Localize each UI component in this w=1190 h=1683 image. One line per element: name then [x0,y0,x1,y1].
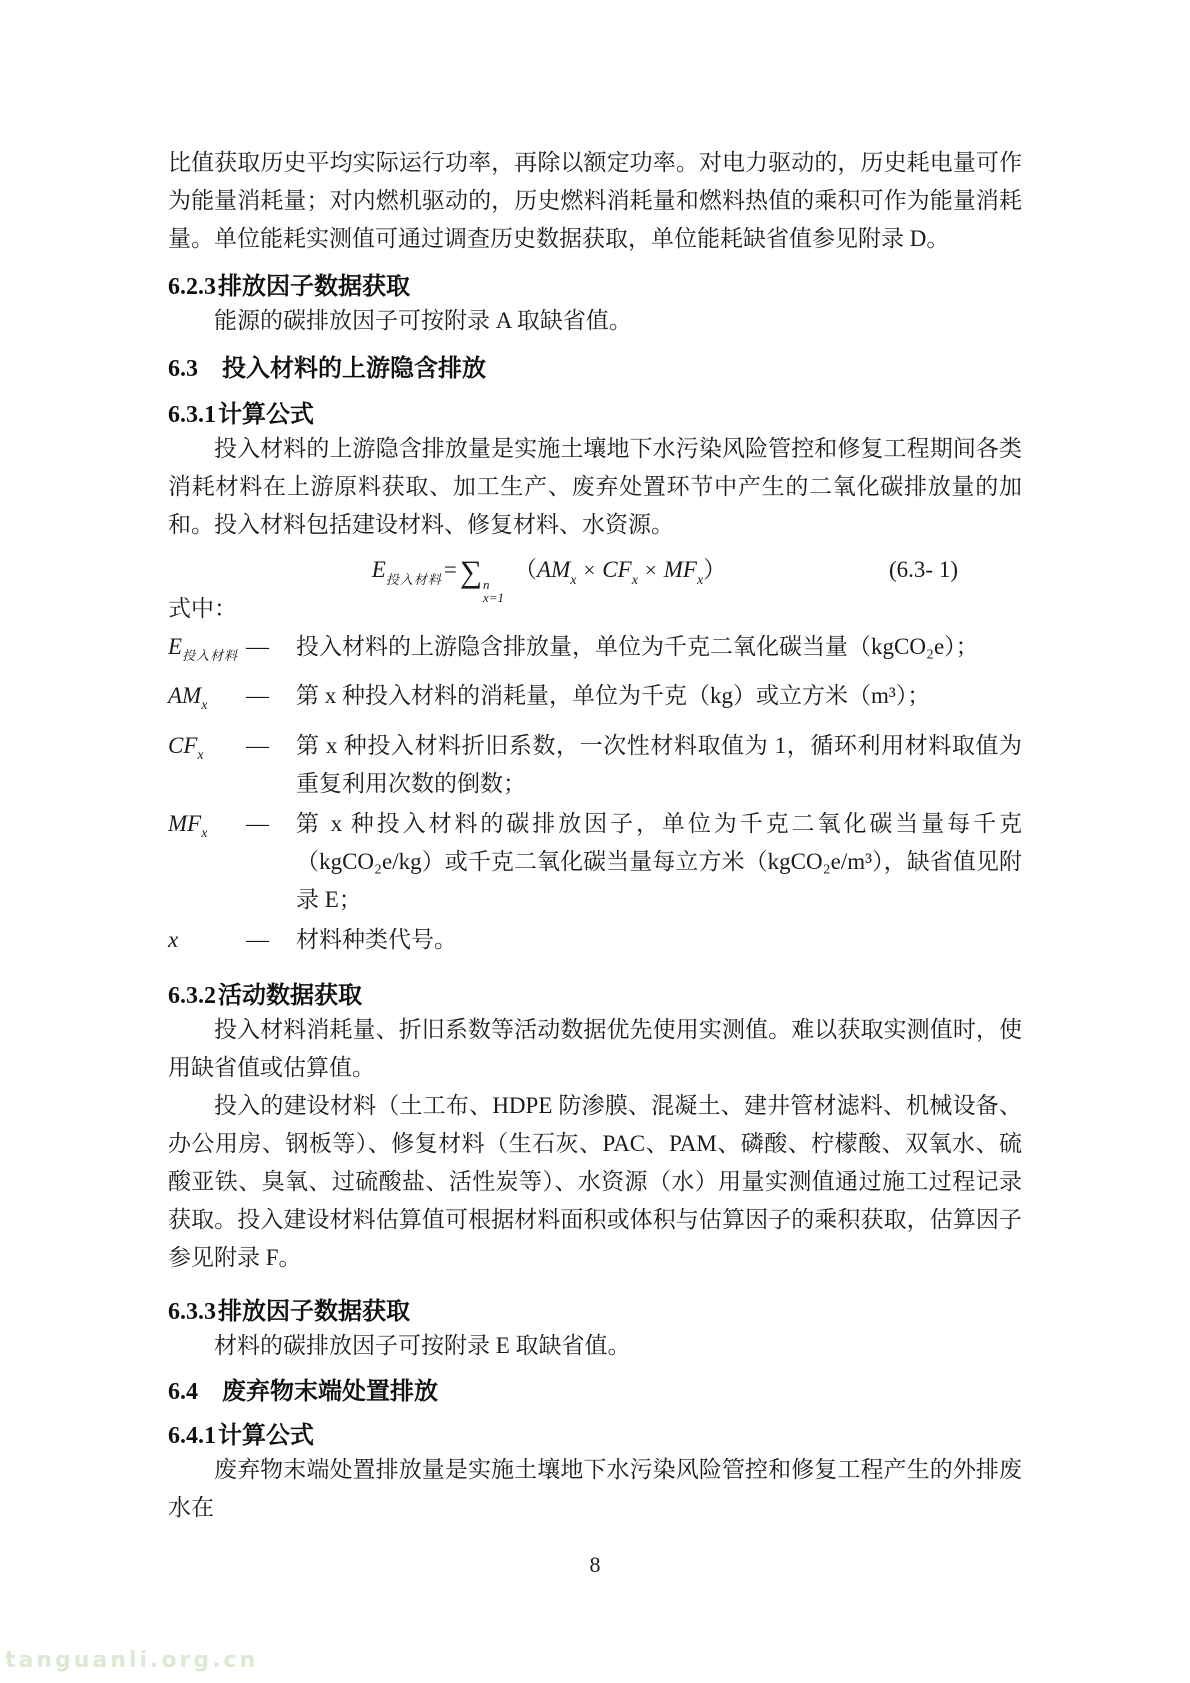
heading-number: 6.2.3 [168,274,216,300]
paragraph-activity-data: 投入材料消耗量、折旧系数等活动数据优先使用实测值。难以获取实测值时，使用缺省值或估算值。 [168,1017,1022,1080]
paragraph-continuation: 比值获取历史平均实际运行功率，再除以额定功率。对电力驱动的，历史耗电量可作为能量消耗量；对内燃机驱动的，历史燃料消耗量和燃料热值的乘积可作为能量消耗量。单位能耗实测值可通过调查历史数据获取，单位能耗缺省值参见附录 D。 [168,150,1022,251]
paragraph-waste-intro: 废弃物末端处置排放量是实施土壤地下水污染风险管控和修复工程产生的外排废水在 [168,1457,1022,1520]
close-paren: ） [703,557,727,582]
heading-6-3-3 [168,1297,1022,1327]
heading-6-2-3 [168,272,1022,302]
symbol-definition-list [168,628,1022,969]
sigma-limits [483,578,504,604]
heading-number: 6.3.1 [168,402,216,428]
definition-dash: — [246,683,269,708]
paragraph-material-emission-factor: 材料的碳排放因子可按附录 E 取缺省值。 [214,1333,631,1358]
heading-number: 6.3.2 [168,983,216,1009]
definition-symbol [168,727,246,803]
formula-expression [372,550,726,604]
definition-dash: — [246,811,269,836]
symbol-subscript: 投入材料 [182,648,239,663]
paragraph-energy-emission-factor: 能源的碳排放因子可按附录 A 取缺省值。 [214,308,632,333]
page-number: 8 [589,1552,601,1577]
symbol-base: CF [168,733,198,758]
term-MF: MF [663,557,697,582]
formula-lhs: E [371,557,386,582]
term-MF-subscript: x [696,573,704,588]
heading-number: 6.3.3 [168,1299,216,1325]
equation-6-3-1 [168,550,1022,605]
formula-lhs-subscript: 投入材料 [385,572,442,587]
definition-description: 材料种类代号。 [296,927,457,952]
term-CF-subscript: x [631,573,638,588]
symbol-subscript: x [201,826,208,841]
sigma-upper-limit: n [482,577,490,592]
formula-lead-in: 式中： [168,596,237,621]
definition-symbol [168,628,246,675]
definition-row-AM [168,677,1022,725]
definition-row-CF [168,727,1022,803]
equals-sign: = [443,557,457,582]
heading-title: 废弃物末端处置排放 [222,1378,438,1405]
heading-number: 6.4 [168,1379,198,1405]
heading-title: 排放因子数据获取 [218,273,410,300]
open-paren: （ [514,557,538,582]
equation-number: (6.3- 1) [889,557,958,582]
definition-description: 第 x 种投入材料的碳排放因子，单位为千克二氧化碳当量每千克（kgCO₂e/kg）或千克二氧化碳当量每立方米（kgCO₂e/m³），缺省值见附录 E； [296,811,1022,912]
definition-symbol [168,805,246,919]
definition-row-MF [168,805,1022,919]
heading-title: 排放因子数据获取 [218,1298,410,1325]
symbol-subscript: x [197,748,204,763]
multiply-sign: × [583,558,596,582]
symbol-base: MF [168,811,202,836]
symbol-base: x [168,927,179,952]
symbol-base: AM [168,683,202,708]
multiply-sign: × [644,558,657,582]
sigma-symbol: ∑ [459,554,482,589]
heading-title: 计算公式 [218,1422,314,1449]
heading-title: 计算公式 [218,401,314,428]
definition-description: 第 x 种投入材料的消耗量，单位为千克（kg）或立方米（m³）； [296,683,931,708]
heading-number: 6.3 [168,356,198,382]
definition-description: 第 x 种投入材料折旧系数，一次性材料取值为 1，循环利用材料取值为重复利用次数的倒数； [296,733,1022,796]
definition-dash: — [246,733,269,758]
page-content [168,144,1022,1527]
definition-symbol [168,921,246,969]
paragraph-materials-detail: 投入的建设材料（土工布、HDPE 防渗膜、混凝土、建井管材滤料、机械设备、办公用房、钢板等）、修复材料（生石灰、PAC、PAM、磷酸、柠檬酸、双氧水、硫酸亚铁、臭氧、过硫酸盐、活性炭等）、水资源（水）用量实测值通过施工过程记录获取。投入建设材料估算值可根据材料面积或体积与估算因子的乘积获取，估算因子参见附录 F。 [168,1093,1022,1270]
heading-number: 6.4.1 [168,1423,216,1449]
heading-6-4 [168,1377,1022,1407]
paragraph-invest-intro: 投入材料的上游隐含排放量是实施土壤地下水污染风险管控和修复工程期间各类消耗材料在上游原料获取、加工生产、废弃处置环节中产生的二氧化碳排放量的加和。投入材料包括建设材料、修复材料、水资源。 [168,436,1022,537]
symbol-base: E [168,634,183,659]
definition-row-x [168,921,1022,969]
heading-6-3-1 [168,400,1022,430]
definition-description: 投入材料的上游隐含排放量，单位为千克二氧化碳当量（kgCO₂e）； [296,634,979,659]
definition-row-E [168,628,1022,675]
watermark: tanguanli.org.cn [5,1648,259,1673]
heading-6-3-2 [168,981,1022,1011]
definition-dash: — [246,634,269,659]
definition-symbol [168,677,246,725]
heading-6-4-1 [168,1421,1022,1451]
heading-title: 投入材料的上游隐含排放 [222,355,486,382]
symbol-subscript: x [201,698,208,713]
heading-title: 活动数据获取 [218,982,362,1009]
term-AM: AM [537,557,571,582]
heading-6-3 [168,354,1022,384]
term-CF: CF [602,557,632,582]
term-AM-subscript: x [570,573,577,588]
definition-dash: — [246,927,269,952]
sigma-lower-limit: x=1 [482,590,505,605]
